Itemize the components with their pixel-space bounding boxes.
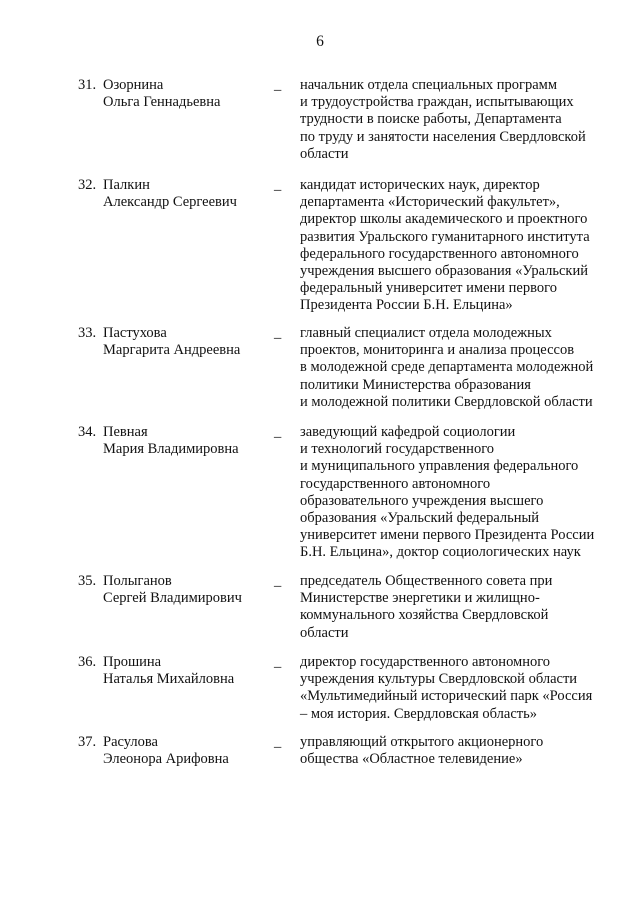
- item-number: 36.: [78, 654, 97, 670]
- position-description: заведующий кафедрой социологии и технологий государственного и муниципального управления федерального государственного автономного образовательного учреждения высшего образования «Уральский федеральный университет имени первого Президента России Б.Н. Ельцина», доктор социологических наук: [300, 424, 595, 561]
- person-name: Расулова Элеонора Арифовна: [103, 734, 229, 768]
- separator-dash: _: [274, 573, 282, 589]
- position-description: начальник отдела специальных программ и трудоустройства граждан, испытывающих трудности в поиске работы, Департамента по труду и занятости населения Свердловской области: [300, 77, 586, 162]
- separator-dash: _: [274, 325, 282, 341]
- position-description: председатель Общественного совета при Министерстве энергетики и жилищно- коммунального хозяйства Свердловской области: [300, 573, 553, 641]
- separator-dash: _: [274, 177, 282, 193]
- person-name: Озорнина Ольга Геннадьевна: [103, 77, 221, 111]
- position-description: управляющий открытого акционерного общества «Областное телевидение»: [300, 734, 544, 768]
- person-name: Палкин Александр Сергеевич: [103, 177, 237, 211]
- position-description: кандидат исторических наук, директор департамента «Исторический факультет», директор школы академического и проектного развития Уральского гуманитарного института федерального государственного автономного учреждения высшего образования «Уральский федеральный университет имени первого Президента России Б.Н. Ельцина»: [300, 177, 590, 314]
- separator-dash: _: [274, 654, 282, 670]
- item-number: 34.: [78, 424, 97, 440]
- person-name: Певная Мария Владимировна: [103, 424, 239, 458]
- item-number: 37.: [78, 734, 97, 750]
- person-name: Пастухова Маргарита Андреевна: [103, 325, 241, 359]
- separator-dash: _: [274, 734, 282, 750]
- item-number: 32.: [78, 177, 97, 193]
- page-number: 6: [316, 33, 324, 50]
- separator-dash: _: [274, 424, 282, 440]
- position-description: директор государственного автономного учреждения культуры Свердловской области «Мультимедийный исторический парк «Россия – моя история. Свердловская область»: [300, 654, 593, 722]
- person-name: Полыганов Сергей Владимирович: [103, 573, 242, 607]
- item-number: 31.: [78, 77, 97, 93]
- item-number: 33.: [78, 325, 97, 341]
- position-description: главный специалист отдела молодежных проектов, мониторинга и анализа процессов в молодежной среде департамента молодежной политики Министерства образования и молодежной политики Свердловской области: [300, 325, 594, 410]
- item-number: 35.: [78, 573, 97, 589]
- person-name: Прошина Наталья Михайловна: [103, 654, 235, 688]
- separator-dash: _: [274, 77, 282, 93]
